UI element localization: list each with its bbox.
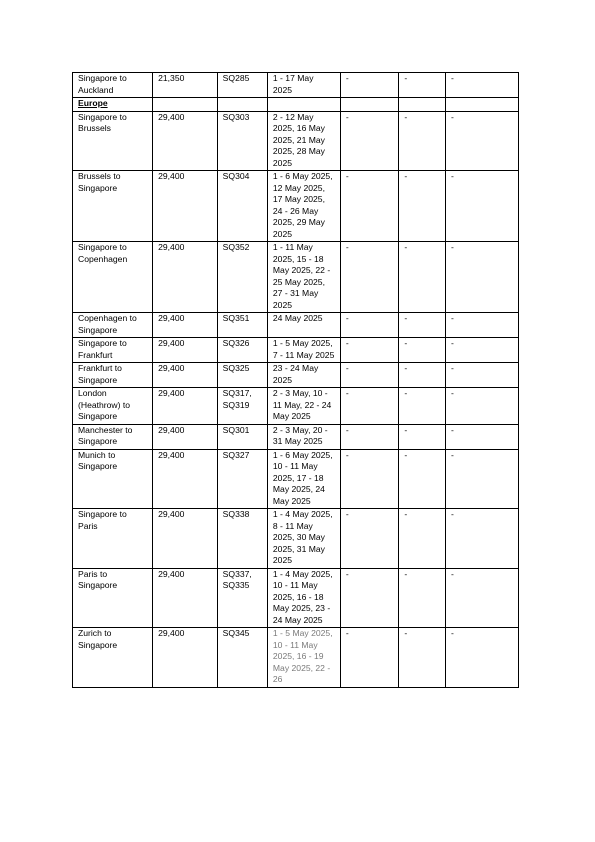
route-cell: Paris to Singapore <box>73 568 153 628</box>
miles-cell: 29,400 <box>153 171 218 242</box>
availability-cell: - <box>446 449 519 509</box>
dates-cell: 1 - 4 May 2025, 8 - 11 May 2025, 30 May 2025, 31 May 2025 <box>267 509 340 569</box>
route-cell: Singapore to Frankfurt <box>73 338 153 363</box>
availability-cell: - <box>340 242 399 313</box>
table-row <box>73 111 519 171</box>
route-cell: Munich to Singapore <box>73 449 153 509</box>
empty-cell <box>340 98 399 112</box>
dates-cell: 1 - 17 May 2025 <box>267 73 340 98</box>
availability-cell: - <box>399 338 446 363</box>
table-row <box>73 363 519 388</box>
flight-cell: SQ338 <box>217 509 267 569</box>
award-availability-table <box>72 72 519 688</box>
flight-cell: SQ303 <box>217 111 267 171</box>
availability-cell: - <box>399 568 446 628</box>
availability-cell: - <box>399 171 446 242</box>
empty-cell <box>446 98 519 112</box>
miles-cell: 29,400 <box>153 568 218 628</box>
dates-cell: 1 - 6 May 2025, 10 - 11 May 2025, 17 - 18 May 2025, 24 May 2025 <box>267 449 340 509</box>
dates-cell: 2 - 3 May, 20 - 31 May 2025 <box>267 424 340 449</box>
availability-cell: - <box>399 242 446 313</box>
flight-cell: SQ325 <box>217 363 267 388</box>
table-row <box>73 313 519 338</box>
section-row <box>73 98 519 112</box>
route-cell: Copenhagen to Singapore <box>73 313 153 338</box>
table-body <box>73 73 519 688</box>
flight-cell: SQ285 <box>217 73 267 98</box>
table-row <box>73 73 519 98</box>
flight-cell: SQ326 <box>217 338 267 363</box>
availability-cell: - <box>446 242 519 313</box>
dates-cell: 1 - 11 May 2025, 15 - 18 May 2025, 22 - 25 May 2025, 27 - 31 May 2025 <box>267 242 340 313</box>
miles-cell: 29,400 <box>153 388 218 425</box>
availability-cell: - <box>340 338 399 363</box>
availability-cell: - <box>340 628 399 688</box>
table-row <box>73 424 519 449</box>
flight-cell: SQ317, SQ319 <box>217 388 267 425</box>
availability-cell: - <box>446 171 519 242</box>
availability-cell: - <box>399 424 446 449</box>
availability-cell: - <box>340 568 399 628</box>
availability-cell: - <box>340 388 399 425</box>
availability-cell: - <box>446 509 519 569</box>
miles-cell: 29,400 <box>153 242 218 313</box>
availability-cell: - <box>446 568 519 628</box>
flight-cell: SQ345 <box>217 628 267 688</box>
flight-cell: SQ304 <box>217 171 267 242</box>
availability-cell: - <box>399 313 446 338</box>
availability-cell: - <box>446 628 519 688</box>
miles-cell: 29,400 <box>153 338 218 363</box>
table-row <box>73 449 519 509</box>
table-row <box>73 628 519 688</box>
miles-cell: 21,350 <box>153 73 218 98</box>
miles-cell: 29,400 <box>153 449 218 509</box>
dates-cell: 24 May 2025 <box>267 313 340 338</box>
empty-cell <box>217 98 267 112</box>
availability-cell: - <box>399 388 446 425</box>
miles-cell: 29,400 <box>153 313 218 338</box>
dates-cell: 1 - 5 May 2025, 7 - 11 May 2025 <box>267 338 340 363</box>
miles-cell: 29,400 <box>153 509 218 569</box>
availability-cell: - <box>340 313 399 338</box>
availability-cell: - <box>446 388 519 425</box>
route-cell: Singapore to Brussels <box>73 111 153 171</box>
availability-cell: - <box>340 424 399 449</box>
availability-cell: - <box>399 73 446 98</box>
availability-cell: - <box>340 171 399 242</box>
route-cell: Brussels to Singapore <box>73 171 153 242</box>
route-cell: Manchester to Singapore <box>73 424 153 449</box>
route-cell: London (Heathrow) to Singapore <box>73 388 153 425</box>
availability-cell: - <box>446 363 519 388</box>
flight-cell: SQ352 <box>217 242 267 313</box>
availability-cell: - <box>340 111 399 171</box>
availability-cell: - <box>446 111 519 171</box>
availability-cell: - <box>399 509 446 569</box>
miles-cell: 29,400 <box>153 111 218 171</box>
table-row <box>73 388 519 425</box>
availability-cell: - <box>340 509 399 569</box>
route-cell: Singapore to Copenhagen <box>73 242 153 313</box>
dates-cell: 2 - 12 May 2025, 16 May 2025, 21 May 2025, 28 May 2025 <box>267 111 340 171</box>
table-row <box>73 509 519 569</box>
empty-cell <box>267 98 340 112</box>
dates-cell: 1 - 5 May 2025, 10 - 11 May 2025, 16 - 19 May 2025, 22 - 26 <box>267 628 340 688</box>
availability-cell: - <box>340 73 399 98</box>
miles-cell: 29,400 <box>153 628 218 688</box>
availability-cell: - <box>446 73 519 98</box>
dates-cell: 1 - 6 May 2025, 12 May 2025, 17 May 2025, 24 - 26 May 2025, 29 May 2025 <box>267 171 340 242</box>
table-row <box>73 338 519 363</box>
availability-cell: - <box>399 449 446 509</box>
flight-cell: SQ337, SQ335 <box>217 568 267 628</box>
section-label: Europe <box>73 98 153 112</box>
miles-cell: 29,400 <box>153 363 218 388</box>
miles-cell: 29,400 <box>153 424 218 449</box>
route-cell: Frankfurt to Singapore <box>73 363 153 388</box>
flight-cell: SQ327 <box>217 449 267 509</box>
flight-cell: SQ351 <box>217 313 267 338</box>
empty-cell <box>399 98 446 112</box>
route-cell: Singapore to Auckland <box>73 73 153 98</box>
dates-cell: 1 - 4 May 2025, 10 - 11 May 2025, 16 - 18 May 2025, 23 - 24 May 2025 <box>267 568 340 628</box>
availability-cell: - <box>340 363 399 388</box>
table-row <box>73 171 519 242</box>
availability-cell: - <box>399 363 446 388</box>
availability-cell: - <box>446 424 519 449</box>
availability-cell: - <box>340 449 399 509</box>
flight-cell: SQ301 <box>217 424 267 449</box>
availability-cell: - <box>399 628 446 688</box>
table-row <box>73 242 519 313</box>
route-cell: Zurich to Singapore <box>73 628 153 688</box>
availability-cell: - <box>446 313 519 338</box>
availability-cell: - <box>446 338 519 363</box>
dates-cell: 23 - 24 May 2025 <box>267 363 340 388</box>
empty-cell <box>153 98 218 112</box>
dates-cell: 2 - 3 May, 10 - 11 May, 22 - 24 May 2025 <box>267 388 340 425</box>
availability-cell: - <box>399 111 446 171</box>
route-cell: Singapore to Paris <box>73 509 153 569</box>
table-row <box>73 568 519 628</box>
